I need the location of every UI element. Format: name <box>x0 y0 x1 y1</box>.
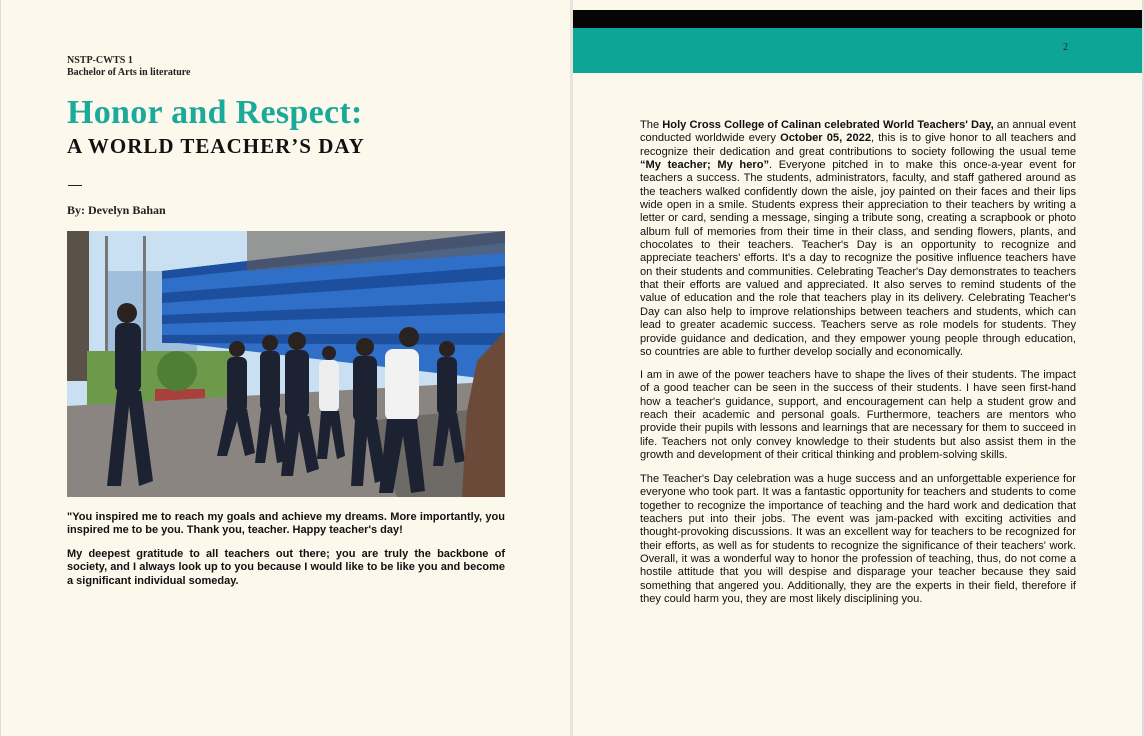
article-paragraph-2: I am in awe of the power teachers have to shape the lives of their students. The impact of a good teacher can be seen in the success of their students. I have seen first-hand how a teacher's guidance, support, and encouragement can help a student grow and reach their academic and personal goals. Furthermore, teachers are mentors who provide their pupils with lessons and learnings that are necessary for them to succeed in life. Teachers not only convey knowledge to their students but also assist them in the growth and development of their critical thinking and problem-solving skills. <box>640 369 1076 462</box>
p1-text-1: The <box>640 119 663 131</box>
pole <box>105 236 108 371</box>
header-band-black <box>573 10 1142 28</box>
article-subtitle: A WORLD TEACHER’S DAY <box>67 134 365 158</box>
left-pillar <box>67 231 89 381</box>
p1-bold-college: Holy Cross College of Calinan celebrated World Teachers' Day, <box>662 119 994 131</box>
page-number: 2 <box>1063 42 1068 53</box>
article-paragraph-1 <box>640 119 1076 359</box>
p1-text-4: . Everyone pitched in to make this once-a-year event for teachers a success. The students, administrators, faculty, and staff gathered around as the teachers walked confidently down the aisle, joy painted on their faces and their lips wide open in a smile. Students express their appreciation to their teachers by writing a letter or card, sending a message, singing a tribute song, creating a scrapbook or photo album full of memories from their time in their class, and sending flowers, plants, and chocolates to their teachers. Teacher's Day is an opportunity to recognize and appreciate teachers' efforts. It's a day to recognize the positive influence teachers have on their students and communities. Celebrating Teacher's Day demonstrates to teachers that their efforts are valued and appreciated. It also serves to remind students of the value of education and the role that teachers play in its delivery. Celebrating Teacher's Day can also help to improve relationships between teachers and students, which can lead to greater academic success. Teachers serve as role models for students. They provide guidance and dedication, and they empower young people through education, so countries are able to further develop socially and economically. <box>640 159 1076 358</box>
title-divider <box>68 185 82 186</box>
header-band-teal <box>573 28 1142 73</box>
author-byline: By: Develyn Bahan <box>67 203 166 217</box>
photo-illustration <box>67 231 505 497</box>
p1-text-3: , this is to give honor to all teachers and recognize their dedication and great contributions to society following the usual teme <box>640 132 1076 158</box>
article-paragraph-3: The Teacher's Day celebration was a huge success and an unforgettable experience for everyone who took part. It was a fantastic opportunity for teachers and students to come together to recognize the importance of teaching and the hard work and dedication that teachers put into their jobs. The event was jam-packed with exciting activities and thought-provoking discussions. It was an excellent way for teachers to be recognized for their efforts, as well as for students to recognize the significance of their teachers' work. Overall, it was a wonderful way to honor the profession of teaching, thus, do not come a hostile attitude that you will despise and disparage your teacher because they said something that angered you. Additionally, they are the experts in their field, therefore if they could harm you, they are most likely disciplining you. <box>640 473 1076 606</box>
course-code: NSTP-CWTS 1 <box>67 55 133 66</box>
course-header <box>67 55 191 79</box>
article-title: Honor and Respect: <box>67 94 363 131</box>
program-name: Bachelor of Arts in literature <box>67 67 191 78</box>
plant <box>157 351 197 391</box>
left-page <box>1 0 570 736</box>
students-walking-photo <box>67 231 505 497</box>
p1-text-2: an annual event conducted worldwide every <box>640 119 1076 145</box>
p1-bold-theme: “My teacher; My hero” <box>640 159 770 172</box>
quote-1: "You inspired me to reach my goals and achieve my dreams. More importantly, you inspired me to be you. Thank you, teacher. Happy teacher's day! <box>67 511 505 537</box>
p1-bold-date: October 05, 2022 <box>780 132 871 145</box>
quote-2: My deepest gratitude to all teachers out there; you are truly the backbone of society, and I always look up to you because I would like to be like you and become a significant individual someday. <box>67 548 505 587</box>
right-page <box>573 0 1142 736</box>
